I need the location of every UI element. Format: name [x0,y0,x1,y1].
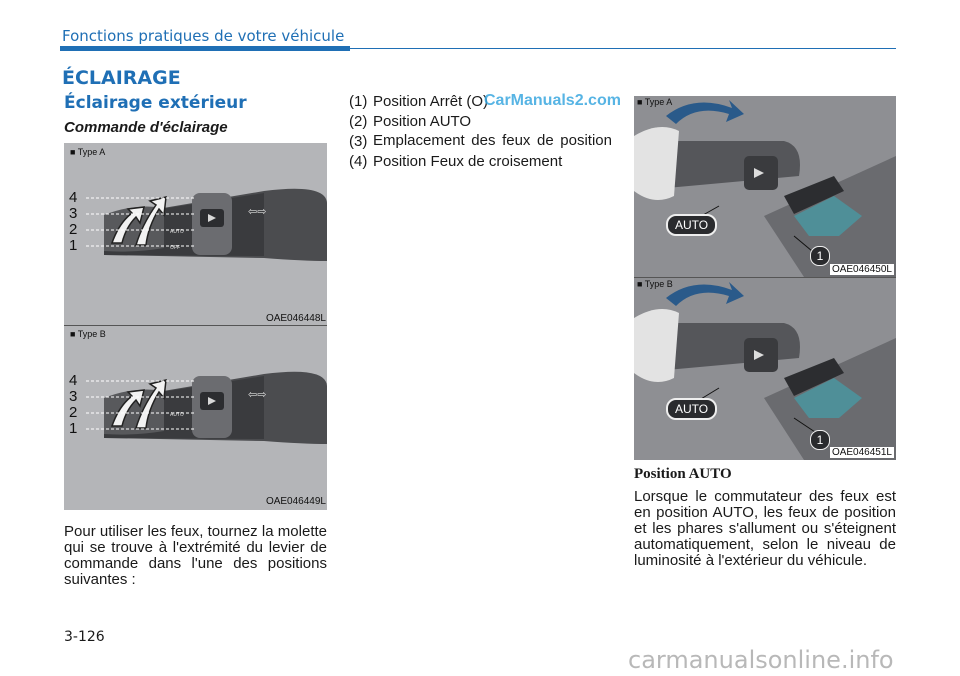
turn-signal-icon: ⇦⇨ [248,206,267,218]
watermark-bottom: carmanualsonline.info [628,646,894,674]
position-number: 2 [69,404,78,421]
running-header: Fonctions pratiques de votre véhicule [62,27,345,45]
list-item [349,153,612,171]
figure-auto-type-b [634,278,896,460]
auto-marking: AUTO [170,229,184,235]
position-number: 1 [69,237,78,254]
figure-code: OAE046451L [831,447,892,458]
list-item-number: (2) [349,113,368,130]
page-number: 3-126 [64,629,105,645]
list-item [349,113,612,131]
figure-code: OAE046448L [265,313,326,324]
watermark-top: CarManuals2.com [484,92,621,109]
position-number: 1 [69,420,78,437]
section-title: ÉCLAIRAGE [62,67,181,89]
header-rule-thin [350,48,896,49]
position-number: 4 [69,189,78,206]
intro-paragraph: Pour utiliser les feux, tournez la molette qui se trouve à l'extrémité du levier de commande dans l'une des positions suivantes : [64,523,327,588]
figure-code: OAE046449L [265,496,326,507]
list-item-text: Position AUTO [373,113,472,130]
list-item-number: (3) [349,133,368,150]
position-number: 3 [69,388,78,405]
position-number: 2 [69,221,78,238]
auto-marking: AUTO [170,412,184,418]
position-number: 4 [69,372,78,389]
position-1-callout: 1 [810,246,830,266]
header-rule-thick [60,46,350,51]
list-item-number: (4) [349,153,368,170]
figure-auto-type-a [634,96,896,277]
list-item-number: (1) [349,93,368,110]
list-item [349,133,612,151]
position-1-callout: 1 [810,430,830,450]
figure-type-label: ■ Type A [70,147,106,157]
figure-code: OAE046450L [831,264,892,275]
list-item-text: Position Arrêt (O) [373,93,489,110]
auto-section-body: Lorsque le commutateur des feux est en position AUTO, les feux de position et les phares s'allument ou s'éteignent automatiquement, selon le niveau de luminosité à l'extérieur du véhicule. [634,488,896,569]
turn-signal-icon: ⇦⇨ [248,389,267,401]
list-item-text: Emplacement des feux de position [373,132,612,149]
figure-light-switch-type-b [64,326,327,510]
auto-callout: AUTO [666,214,717,236]
figure-type-label: ■ Type B [70,329,106,339]
auto-callout: AUTO [666,398,717,420]
off-marking: OFF [170,245,180,251]
figure-type-label: ■ Type B [637,279,673,289]
figure-light-switch-type-a [64,143,327,325]
figure-type-label: ■ Type A [637,97,673,107]
position-number: 3 [69,205,78,222]
list-item-text: Position Feux de croisement [373,153,563,170]
subsection-title: Éclairage extérieur [64,93,247,113]
subsubsection-title: Commande d'éclairage [64,119,228,136]
auto-section-title: Position AUTO [634,466,732,482]
